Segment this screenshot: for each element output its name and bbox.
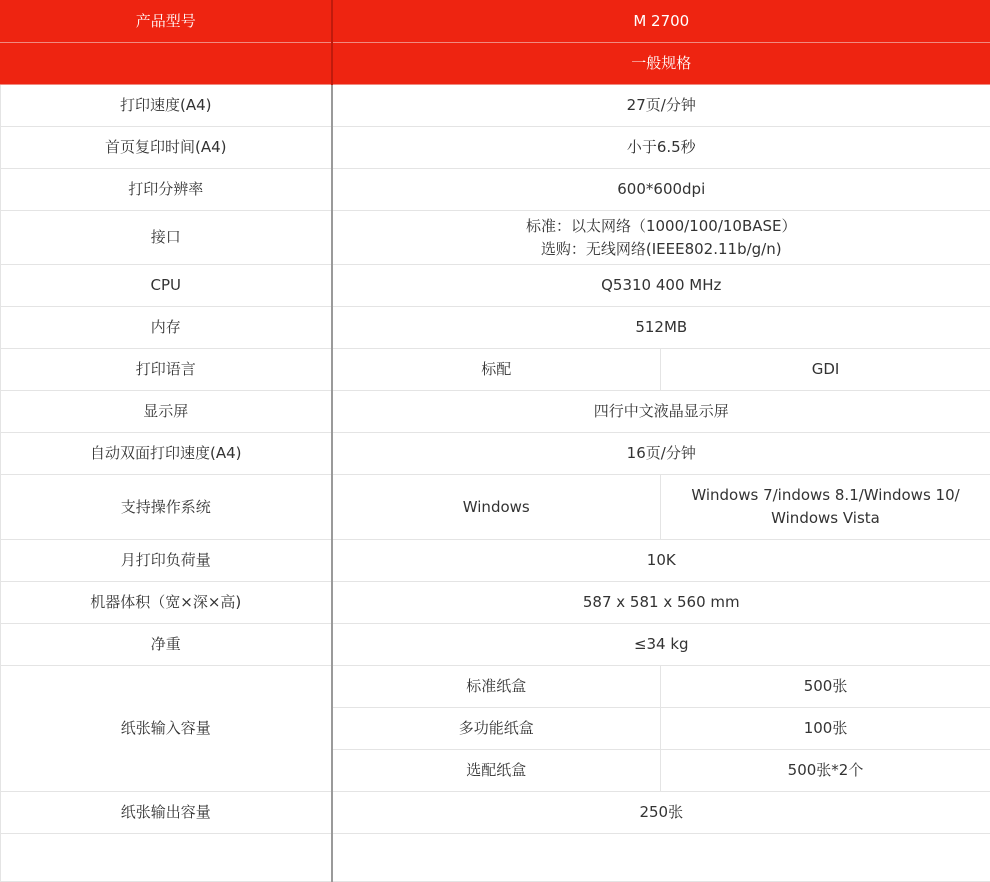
- resolution-value: 600*600dpi: [332, 169, 990, 211]
- cpu-value: Q5310 400 MHz: [332, 265, 990, 307]
- table-row: [1, 265, 990, 307]
- table-row: [1, 666, 990, 708]
- memory-value: 512MB: [332, 307, 990, 349]
- weight-value: ≤34 kg: [332, 624, 990, 666]
- model-value: M 2700: [332, 1, 990, 43]
- dimensions-value: 587 x 581 x 560 mm: [332, 582, 990, 624]
- duty-cycle-value: 10K: [332, 540, 990, 582]
- table-row: [1, 391, 990, 433]
- os-label: 支持操作系统: [1, 475, 332, 540]
- paper-input-tray-name: 选配纸盒: [332, 750, 661, 792]
- table-row: [1, 307, 990, 349]
- os-value: Windows 7/indows 8.1/Windows 10/ Windows Vista: [661, 475, 990, 540]
- paper-input-label: 纸张输入容量: [1, 666, 332, 792]
- duplex-speed-label: 自动双面打印速度(A4): [1, 433, 332, 475]
- table-row: [1, 475, 990, 540]
- cpu-label: CPU: [1, 265, 332, 307]
- header-row: [1, 1, 990, 43]
- section-header-row: [1, 43, 990, 85]
- resolution-label: 打印分辨率: [1, 169, 332, 211]
- print-speed-value: 27页/分钟: [332, 85, 990, 127]
- model-label: 产品型号: [1, 1, 332, 43]
- first-copy-value: 小于6.5秒: [332, 127, 990, 169]
- paper-input-tray-value: 100张: [661, 708, 990, 750]
- table-row-partial: [1, 834, 990, 882]
- section-label-blank: [1, 43, 332, 85]
- first-copy-label: 首页复印时间(A4): [1, 127, 332, 169]
- display-value: 四行中文液晶显示屏: [332, 391, 990, 433]
- language-label: 打印语言: [1, 349, 332, 391]
- paper-input-tray-value: 500张*2个: [661, 750, 990, 792]
- display-label: 显示屏: [1, 391, 332, 433]
- table-row: [1, 792, 990, 834]
- interface-label: 接口: [1, 211, 332, 265]
- interface-optional: 选购：无线网络(IEEE802.11b/g/n): [339, 238, 985, 261]
- duplex-speed-value: 16页/分钟: [332, 433, 990, 475]
- partial-cell: [1, 834, 332, 882]
- interface-standard: 标准：以太网络（1000/100/10BASE）: [339, 215, 985, 238]
- print-speed-label: 打印速度(A4): [1, 85, 332, 127]
- table-row: [1, 85, 990, 127]
- os-sub: Windows: [332, 475, 661, 540]
- dimensions-label: 机器体积（宽×深×高): [1, 582, 332, 624]
- paper-input-tray-name: 多功能纸盒: [332, 708, 661, 750]
- table-row: [1, 582, 990, 624]
- section-title: 一般规格: [332, 43, 990, 85]
- paper-input-tray-value: 500张: [661, 666, 990, 708]
- language-value: GDI: [661, 349, 990, 391]
- duty-cycle-label: 月打印负荷量: [1, 540, 332, 582]
- paper-input-tray-name: 标准纸盒: [332, 666, 661, 708]
- paper-output-label: 纸张输出容量: [1, 792, 332, 834]
- weight-label: 净重: [1, 624, 332, 666]
- table-row: [1, 540, 990, 582]
- table-row: [1, 433, 990, 475]
- partial-cell: [332, 834, 990, 882]
- table-row: [1, 211, 990, 265]
- table-row: [1, 127, 990, 169]
- memory-label: 内存: [1, 307, 332, 349]
- table-row: [1, 349, 990, 391]
- interface-value: [332, 211, 990, 265]
- paper-output-value: 250张: [332, 792, 990, 834]
- language-sub: 标配: [332, 349, 661, 391]
- table-row: [1, 169, 990, 211]
- table-row: [1, 624, 990, 666]
